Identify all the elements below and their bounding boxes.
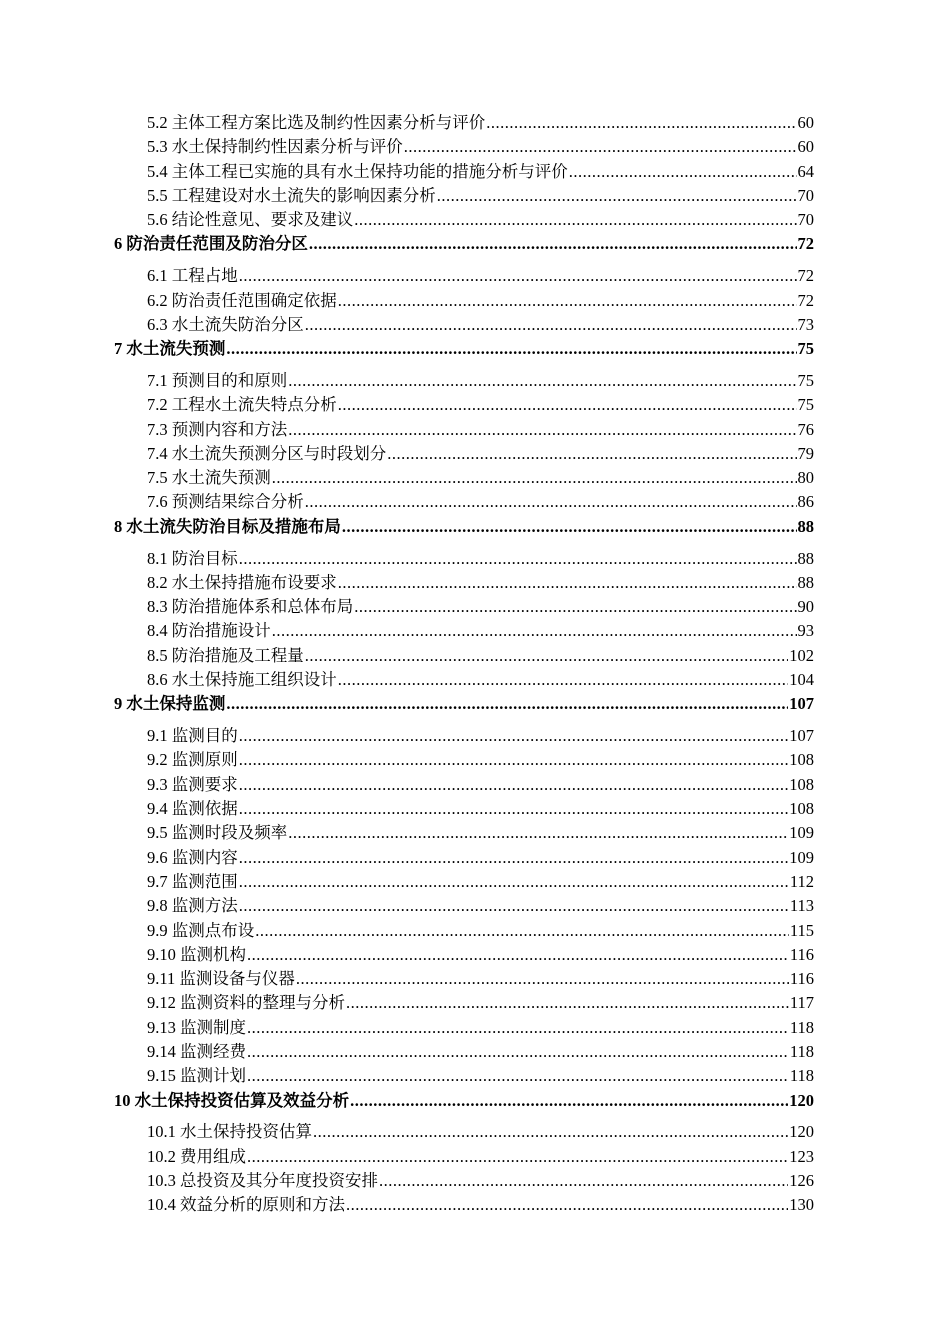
toc-entry-title: 9.9 监测点布设: [147, 920, 255, 940]
toc-page-number: 90: [797, 597, 814, 617]
toc-dot-leader: [387, 442, 796, 466]
toc-section-entry[interactable]: [114, 264, 814, 288]
toc-section-entry[interactable]: [114, 466, 814, 490]
toc-section-entry[interactable]: [114, 547, 814, 571]
toc-section-entry[interactable]: [114, 184, 814, 208]
toc-page-number: 107: [789, 726, 814, 746]
toc-dot-leader: [226, 692, 788, 716]
toc-entry-title: 9.11 监测设备与仪器: [147, 969, 295, 989]
toc-entry-title: 6.3 水土流失防治分区: [147, 314, 304, 334]
toc-page-number: 88: [797, 548, 814, 568]
toc-section-entry[interactable]: [114, 595, 814, 619]
toc-dot-leader: [239, 870, 789, 894]
toc-page-number: 123: [789, 1146, 814, 1166]
toc-page-number: 104: [789, 670, 814, 690]
toc-dot-leader: [346, 1193, 788, 1217]
toc-page-number: 72: [797, 290, 814, 310]
toc-entry-title: 5.6 结论性意见、要求及建议: [147, 210, 354, 230]
toc-page-number: 108: [789, 799, 814, 819]
toc-section-entry[interactable]: [114, 991, 814, 1015]
toc-section-entry[interactable]: [114, 1145, 814, 1169]
toc-page-number: 60: [797, 137, 814, 157]
toc-dot-leader: [239, 748, 789, 772]
toc-entry-title: 8.5 防治措施及工程量: [147, 645, 304, 665]
toc-dot-leader: [354, 208, 796, 232]
toc-section-entry[interactable]: [114, 1064, 814, 1088]
toc-dot-leader: [239, 773, 789, 797]
toc-entry-title: 6.1 工程占地: [147, 266, 238, 286]
toc-dot-leader: [288, 369, 796, 393]
toc-page-number: 80: [797, 468, 814, 488]
toc-page-number: 126: [789, 1170, 814, 1190]
toc-chapter-entry[interactable]: [114, 692, 814, 716]
toc-dot-leader: [338, 571, 797, 595]
toc-dot-leader: [239, 724, 789, 748]
toc-entry-title: 8.2 水土保持措施布设要求: [147, 572, 337, 592]
toc-dot-leader: [437, 184, 797, 208]
toc-page-number: 79: [797, 443, 814, 463]
toc-entry-title: 9.5 监测时段及频率: [147, 823, 288, 843]
toc-page-number: 109: [789, 823, 814, 843]
toc-entry-title: 9.2 监测原则: [147, 750, 238, 770]
toc-dot-leader: [288, 418, 796, 442]
toc-page-number: 109: [789, 847, 814, 867]
toc-entry-title: 9.12 监测资料的整理与分析: [147, 993, 345, 1013]
toc-dot-leader: [350, 1089, 788, 1113]
toc-page-number: 118: [789, 1041, 814, 1061]
toc-entry-title: 7.1 预测目的和原则: [147, 370, 288, 390]
toc-section-entry[interactable]: [114, 442, 814, 466]
toc-entry-title: 5.3 水土保持制约性因素分析与评价: [147, 137, 403, 157]
toc-section-entry[interactable]: [114, 289, 814, 313]
toc-dot-leader: [239, 797, 789, 821]
toc-section-entry[interactable]: [114, 571, 814, 595]
toc-section-entry[interactable]: [114, 619, 814, 643]
toc-dot-leader: [226, 337, 796, 361]
toc-entry-title: 9 水土保持监测: [114, 694, 226, 714]
toc-section-entry[interactable]: [114, 1169, 814, 1193]
toc-dot-leader: [338, 668, 789, 692]
toc-page-number: 117: [789, 993, 814, 1013]
toc-dot-leader: [342, 515, 797, 539]
toc-page-number: 64: [797, 161, 814, 181]
toc-entry-title: 10.1 水土保持投资估算: [147, 1122, 312, 1142]
toc-section-entry[interactable]: [114, 748, 814, 772]
toc-entry-title: 10.3 总投资及其分年度投资安排: [147, 1170, 378, 1190]
toc-entry-title: 9.13 监测制度: [147, 1017, 246, 1037]
toc-page-number: 113: [789, 896, 814, 916]
toc-entry-title: 5.5 工程建设对水土流失的影响因素分析: [147, 185, 436, 205]
toc-dot-leader: [305, 313, 797, 337]
toc-page-number: 116: [789, 969, 814, 989]
toc-page-number: 115: [789, 920, 814, 940]
toc-page-number: 108: [789, 774, 814, 794]
toc-chapter-entry[interactable]: [114, 232, 814, 256]
toc-entry-title: 10 水土保持投资估算及效益分析: [114, 1090, 350, 1110]
toc-section-entry[interactable]: [114, 208, 814, 232]
toc-dot-leader: [247, 1040, 789, 1064]
toc-entry-title: 8.3 防治措施体系和总体布局: [147, 597, 354, 617]
toc-dot-leader: [247, 1016, 789, 1040]
toc-entry-title: 9.3 监测要求: [147, 774, 238, 794]
toc-entry-title: 9.14 监测经费: [147, 1041, 246, 1061]
toc-entry-title: 6.2 防治责任范围确定依据: [147, 290, 337, 310]
toc-page-number: 88: [797, 516, 814, 536]
toc-page-number: 120: [789, 1090, 814, 1110]
toc-entry-title: 8.1 防治目标: [147, 548, 238, 568]
toc-page-number: 93: [797, 621, 814, 641]
toc-entry-title: 7.4 水土流失预测分区与时段划分: [147, 443, 387, 463]
toc-dot-leader: [247, 1145, 788, 1169]
toc-section-entry[interactable]: [114, 1120, 814, 1144]
toc-dot-leader: [255, 919, 789, 943]
toc-dot-leader: [569, 160, 797, 184]
toc-dot-leader: [272, 466, 797, 490]
toc-section-entry[interactable]: [114, 894, 814, 918]
toc-section-entry[interactable]: [114, 943, 814, 967]
toc-section-entry[interactable]: [114, 797, 814, 821]
toc-entry-title: 7 水土流失预测: [114, 339, 226, 359]
toc-dot-leader: [239, 846, 789, 870]
toc-page-number: 75: [797, 339, 814, 359]
toc-entry-title: 9.8 监测方法: [147, 896, 238, 916]
toc-entry-title: 9.6 监测内容: [147, 847, 238, 867]
toc-entry-title: 5.2 主体工程方案比选及制约性因素分析与评价: [147, 113, 486, 132]
toc-dot-leader: [239, 894, 789, 918]
toc-section-entry[interactable]: [114, 773, 814, 797]
toc-entry-title: 9.10 监测机构: [147, 944, 246, 964]
toc-section-entry[interactable]: [114, 870, 814, 894]
toc-page-number: 120: [789, 1122, 814, 1142]
toc-chapter-entry[interactable]: [114, 515, 814, 539]
toc-entry-title: 8.4 防治措施设计: [147, 621, 271, 641]
toc-dot-leader: [239, 264, 797, 288]
toc-dot-leader: [354, 595, 796, 619]
toc-section-entry[interactable]: [114, 967, 814, 991]
toc-entry-title: 8.6 水土保持施工组织设计: [147, 670, 337, 690]
toc-page-number: 60: [797, 113, 814, 132]
toc-entry-title: 7.6 预测结果综合分析: [147, 492, 304, 512]
toc-dot-leader: [404, 135, 797, 159]
toc-section-entry[interactable]: [114, 919, 814, 943]
toc-page-number: 118: [789, 1017, 814, 1037]
toc-dot-leader: [305, 644, 789, 668]
toc-section-entry[interactable]: [114, 418, 814, 442]
toc-page-number: 76: [797, 419, 814, 439]
toc-entry-title: 10.2 费用组成: [147, 1146, 246, 1166]
toc-entry-title: 9.1 监测目的: [147, 726, 238, 746]
toc-page-number: 75: [797, 395, 814, 415]
toc-dot-leader: [486, 111, 796, 135]
toc-dot-leader: [288, 821, 788, 845]
toc-section-entry[interactable]: [114, 1016, 814, 1040]
toc-page-number: 73: [797, 314, 814, 334]
toc-dot-leader: [239, 547, 797, 571]
toc-entry-title: 6 防治责任范围及防治分区: [114, 234, 308, 254]
toc-page-number: 72: [797, 234, 814, 254]
toc-section-entry[interactable]: [114, 393, 814, 417]
toc-entry-title: 9.4 监测依据: [147, 799, 238, 819]
toc-section-entry[interactable]: [114, 135, 814, 159]
toc-page-number: 88: [797, 572, 814, 592]
toc-dot-leader: [338, 393, 797, 417]
toc-page-number: 130: [789, 1195, 814, 1215]
toc-entry-title: 7.2 工程水土流失特点分析: [147, 395, 337, 415]
toc-section-entry[interactable]: [114, 724, 814, 748]
toc-entry-title: 8 水土流失防治目标及措施布局: [114, 516, 341, 536]
toc-entry-title: 9.7 监测范围: [147, 871, 238, 891]
toc-dot-leader: [305, 490, 797, 514]
toc-entry-title: 7.5 水土流失预测: [147, 468, 271, 488]
toc-section-entry[interactable]: [114, 490, 814, 514]
toc-section-entry[interactable]: [114, 821, 814, 845]
toc-page-number: 108: [789, 750, 814, 770]
toc-page-number: 86: [797, 492, 814, 512]
toc-chapter-entry[interactable]: [114, 337, 814, 361]
toc-section-entry[interactable]: [114, 111, 814, 135]
toc-section-entry[interactable]: [114, 644, 814, 668]
toc-section-entry[interactable]: [114, 1193, 814, 1217]
toc-dot-leader: [346, 991, 789, 1015]
toc-page-number: 75: [797, 370, 814, 390]
toc-entry-title: 9.15 监测计划: [147, 1066, 246, 1086]
toc-dot-leader: [247, 1064, 789, 1088]
toc-page-number: 70: [797, 210, 814, 230]
toc-dot-leader: [313, 1120, 788, 1144]
toc-dot-leader: [379, 1169, 788, 1193]
toc-dot-leader: [247, 943, 789, 967]
toc-page-number: 112: [789, 871, 814, 891]
toc-section-entry[interactable]: [114, 369, 814, 393]
toc-dot-leader: [272, 619, 797, 643]
toc-page-number: 72: [797, 266, 814, 286]
toc-page-number: 102: [789, 645, 814, 665]
toc-section-entry[interactable]: [114, 313, 814, 337]
toc-page-number: 118: [789, 1066, 814, 1086]
toc-chapter-entry[interactable]: [114, 1089, 814, 1113]
toc-page-number: 116: [789, 944, 814, 964]
toc-entry-title: 7.3 预测内容和方法: [147, 419, 288, 439]
toc-dot-leader: [338, 289, 797, 313]
toc-section-entry[interactable]: [114, 1040, 814, 1064]
table-of-contents: [114, 111, 814, 1218]
toc-page-number: 70: [797, 185, 814, 205]
toc-section-entry[interactable]: [114, 160, 814, 184]
toc-dot-leader: [309, 232, 797, 256]
toc-page-number: 107: [789, 694, 814, 714]
toc-dot-leader: [296, 967, 789, 991]
toc-entry-title: 5.4 主体工程已实施的具有水土保持功能的措施分析与评价: [147, 161, 568, 181]
toc-entry-title: 10.4 效益分析的原则和方法: [147, 1195, 345, 1215]
toc-section-entry[interactable]: [114, 668, 814, 692]
toc-section-entry[interactable]: [114, 846, 814, 870]
